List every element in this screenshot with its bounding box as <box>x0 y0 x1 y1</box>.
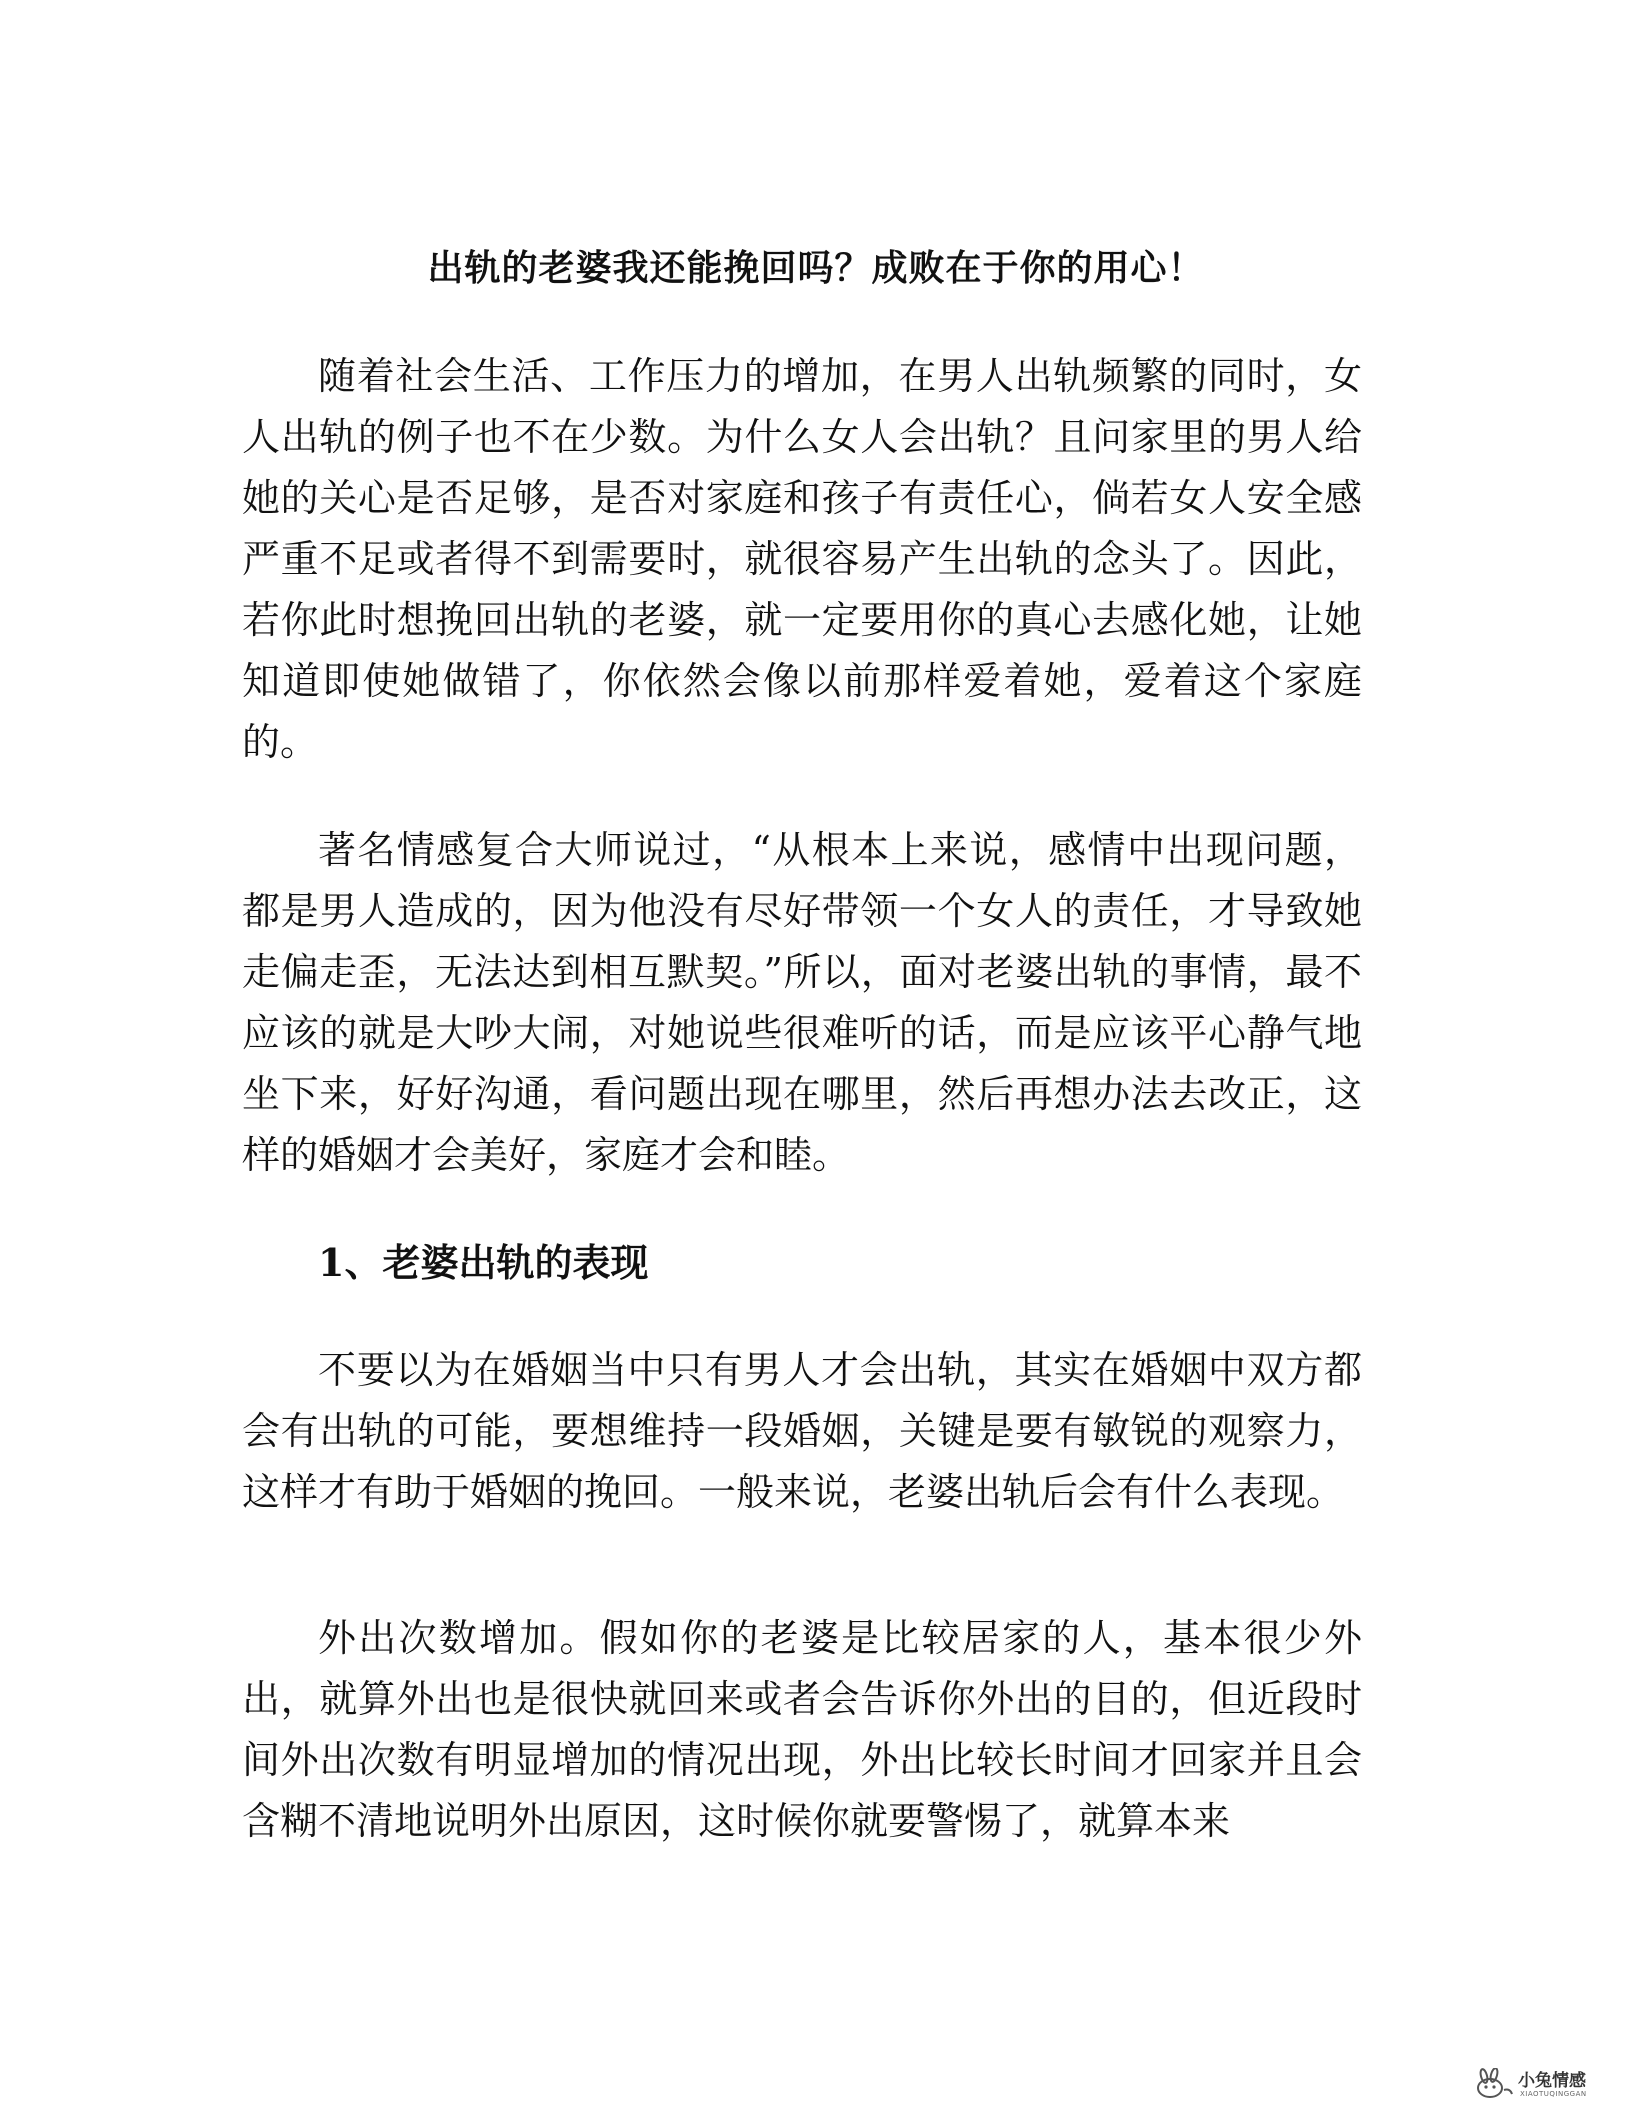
watermark <box>1468 2064 1620 2106</box>
paragraph-1: 随着社会生活、工作压力的增加，在男人出轨频繁的同时，女人出轨的例子也不在少数。为什么女人会出轨？且问家里的男人给她的关心是否足够，是否对家庭和孩子有责任心，倘若女人安全感严重不足或者得不到需要时，就很容易产生出轨的念头了。因此，若你此时想挽回出轨的老婆，就一定要用你的真心去感化她，让她知道即使她做错了，你依然会像以前那样爱着她，爱着这个家庭的。 <box>242 354 1362 764</box>
section-paragraph-2: 外出次数增加。假如你的老婆是比较居家的人，基本很少外出，就算外出也是很快就回来或者会告诉你外出的目的，但近段时间外出次数有明显增加的情况出现，外出比较长时间才回家并且会含糊不清地说明外出原因，这时候你就要警惕了，就算本来 <box>242 1616 1362 1843</box>
section-paragraph-1: 不要以为在婚姻当中只有男人才会出轨，其实在婚姻中双方都会有出轨的可能，要想维持一段婚姻，关键是要有敏锐的观察力，这样才有助于婚姻的挽回。一般来说，老婆出轨后会有什么表现。 <box>242 1348 1362 1514</box>
document-title: 出轨的老婆我还能挽回吗？成败在于你的用心！ <box>427 247 1205 289</box>
section-heading: 1、老婆出轨的表现 <box>318 1240 649 1285</box>
watermark-text: 小兔情感 <box>1518 2071 1586 2091</box>
watermark-subtext: XIAOTUQINGGAN <box>1520 2090 1587 2098</box>
paragraph-2: 著名情感复合大师说过，“从根本上来说，感情中出现问题，都是男人造成的，因为他没有尽好带领一个女人的责任，才导致她走偏走歪，无法达到相互默契。”所以，面对老婆出轨的事情，最不应该的就是大吵大闹，对她说些很难听的话，而是应该平心静气地坐下来，好好沟通，看问题出现在哪里，然后再想办法去改正，这样的婚姻才会美好，家庭才会和睦。 <box>242 828 1362 1177</box>
rabbit-logo-icon <box>1468 2068 1516 2102</box>
